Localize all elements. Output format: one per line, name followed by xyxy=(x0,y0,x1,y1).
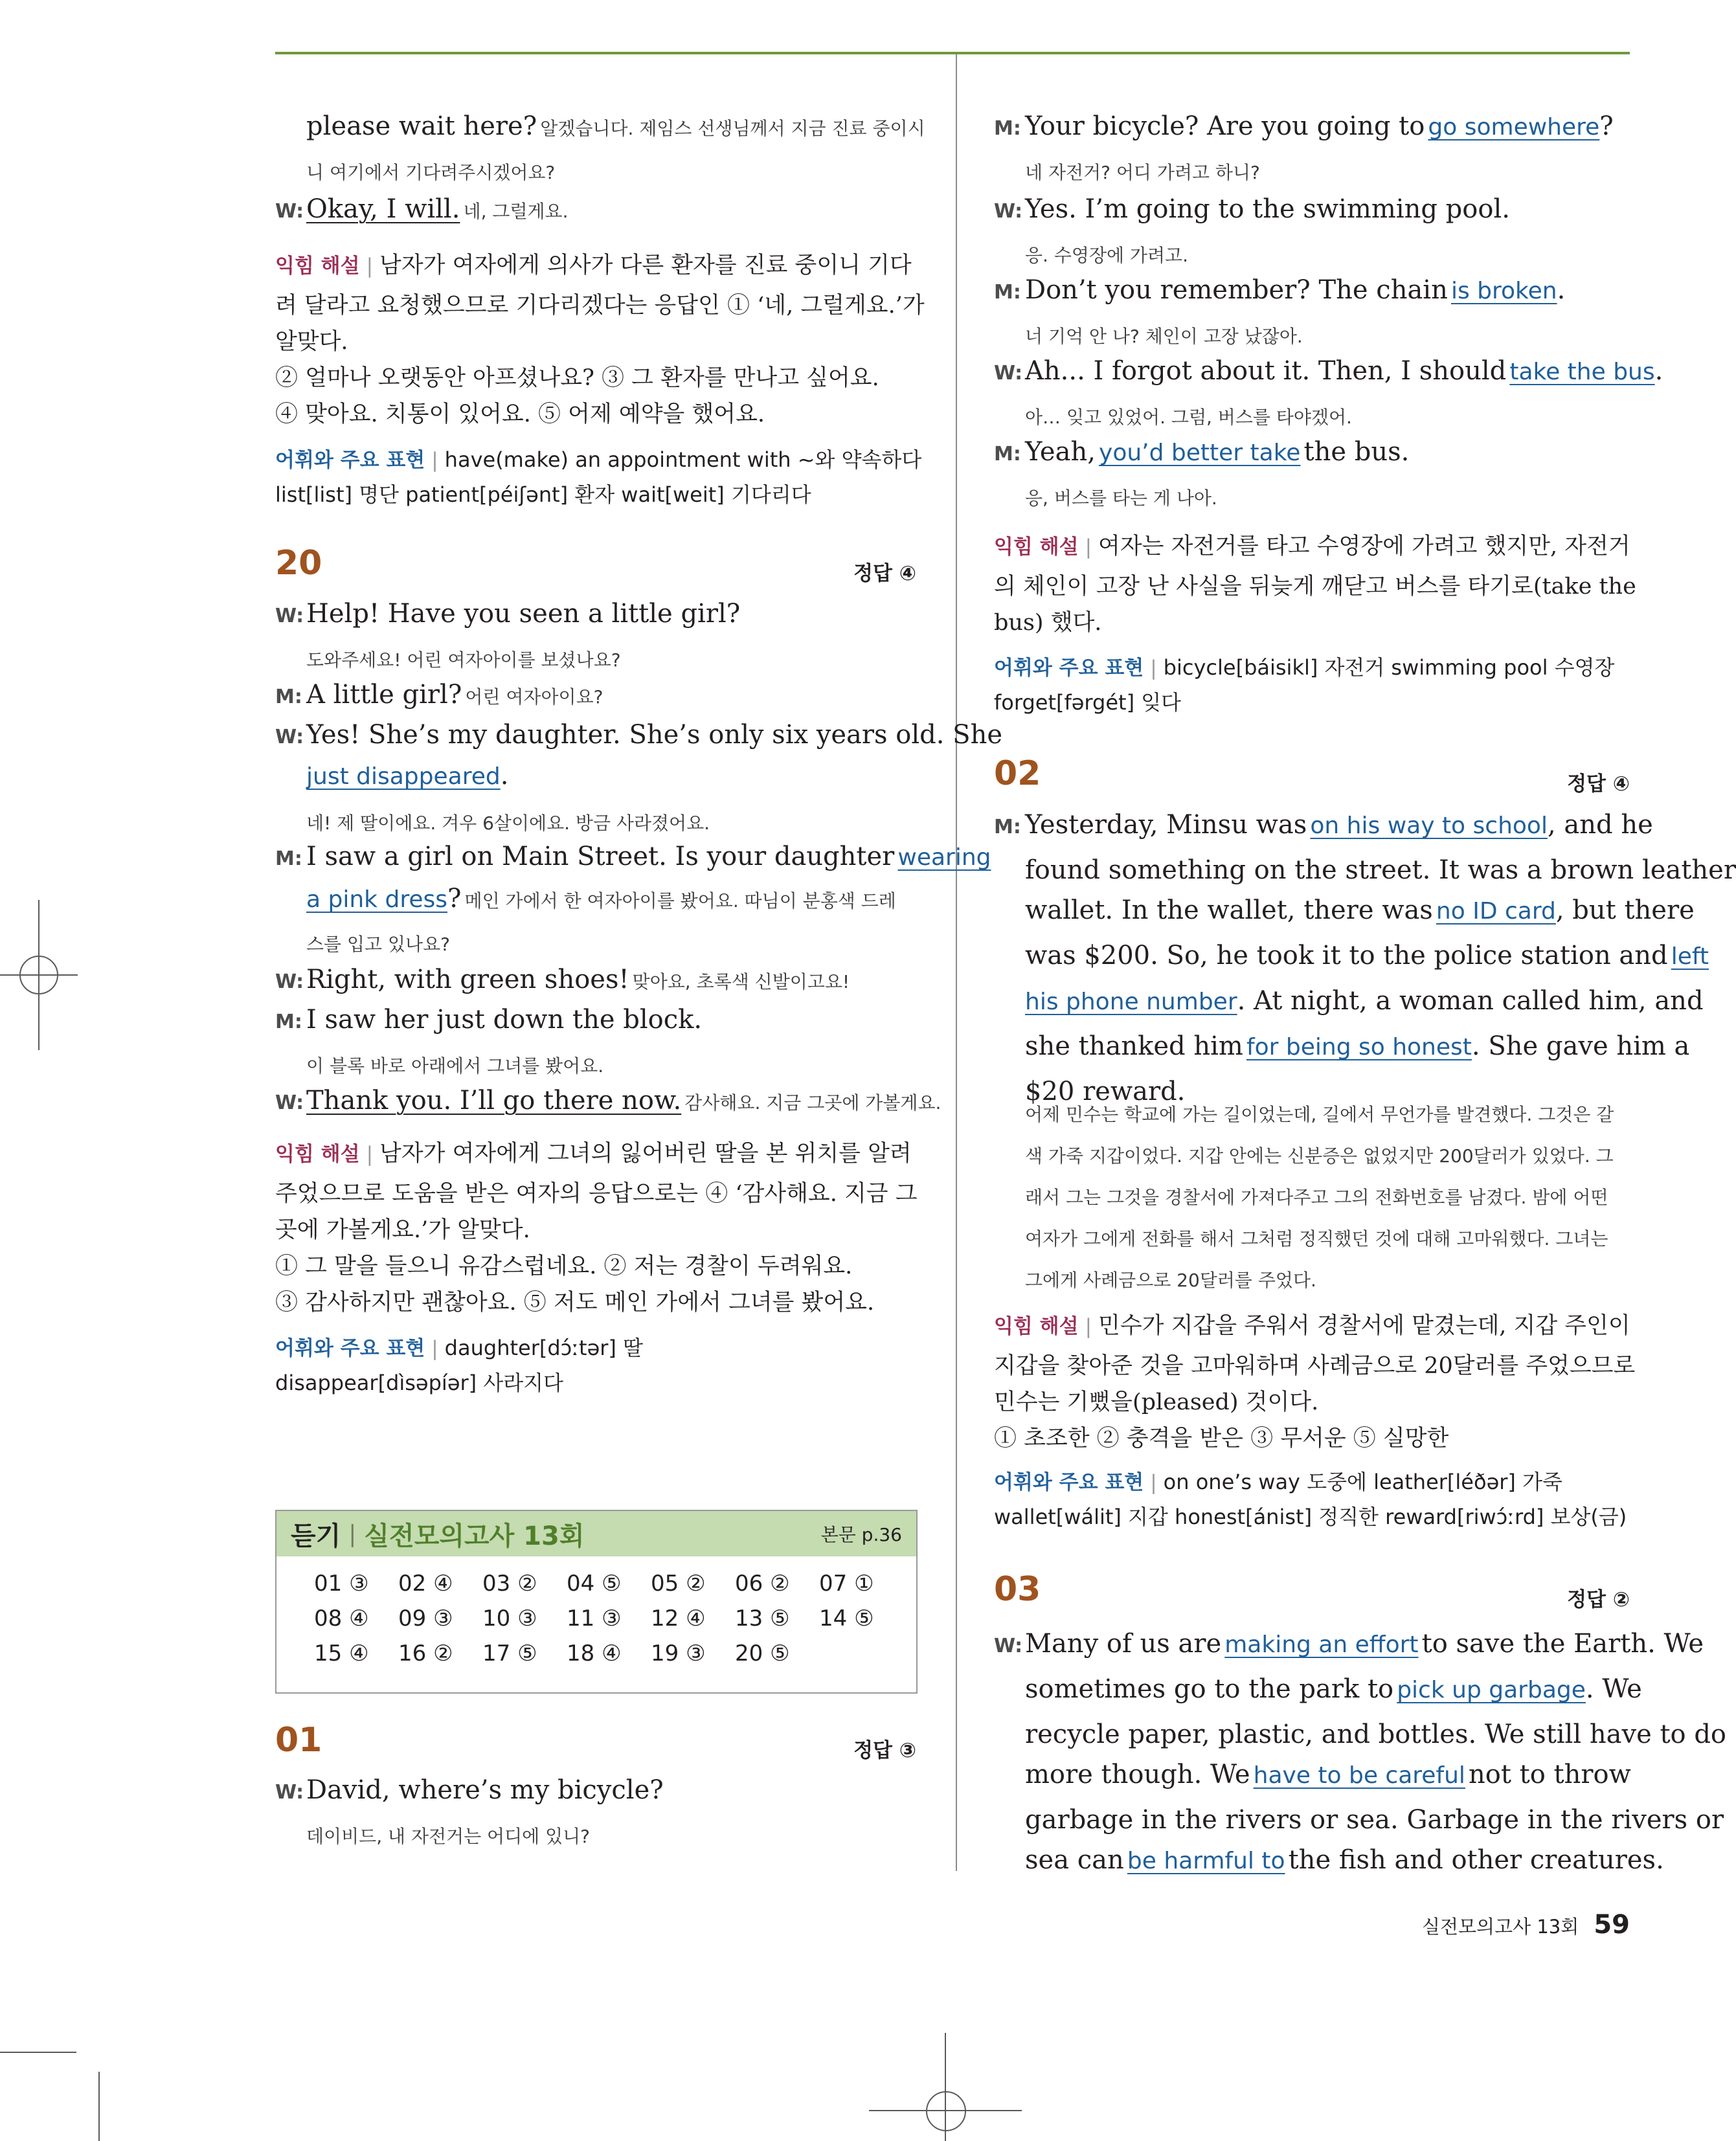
answer-label: 정답 ④ xyxy=(853,562,916,585)
dialogue-line: W:Thank you. I’ll go there now. 감사해요. 지금 그곳에 가볼게요. xyxy=(275,1086,941,1115)
answer-key-item: 05 ② xyxy=(651,1571,706,1597)
vocabulary-02: 어휘와 주요 표현 | on one’s way 도중에 leather[léðər] 가죽 wallet[wálit] 지갑 honest[ánist] 정직한 reward[riwɔ́ːrd] 보상(금) xyxy=(994,1470,1627,1529)
dialogue-line: M: Don’t you remember? The chain is broken. xyxy=(994,275,1566,305)
answer-key-item: 20 ⑤ xyxy=(735,1641,790,1666)
answer-key-item: 08 ④ xyxy=(314,1606,369,1631)
explanation-19: 익힘 해설 | 남자가 여자에게 의사가 다른 환자를 진료 중이니 기다 려 달라고 요청했으므로 기다리겠다는 응답인 ① ‘네, 그럴게요.’가 알맞다. ② 얼마나 오랫동안 아프셨나요? ③ 그 환자를 만나고 싶어요. ④ 맞아요. 치통이 있어요. ⑤ 어제 예약을 했어요. xyxy=(275,252,925,427)
answer-key-item: 11 ③ xyxy=(567,1606,622,1631)
question-number: 03 xyxy=(994,1570,1041,1609)
dialogue-line: W:Okay, I will. 네, 그럴게요. xyxy=(275,194,569,224)
monologue-03: W:Many of us are making an effort to save the Earth. We sometimes go to the park to pick up garbage. We recycle paper, plastic, and bottles. We still have to do more though. We have to be careful not to throw garbage in the rivers or sea. Garbage in the rivers or sea can be harmful to the fish and other creatures. xyxy=(994,1629,1727,1875)
answer-key-item: 14 ⑤ xyxy=(819,1606,874,1631)
answer-key-item: 03 ② xyxy=(482,1571,537,1597)
question-number: 01 xyxy=(275,1721,322,1760)
answer-key-item: 01 ③ xyxy=(314,1571,369,1597)
dialogue-line: W:Right, with green shoes! 맞아요, 초록색 신발이고요! xyxy=(275,965,850,994)
answer-key-item: 12 ④ xyxy=(651,1606,706,1631)
top-rule xyxy=(275,52,1630,54)
registration-mark-bottom xyxy=(926,2091,966,2131)
answer-key-item: 18 ④ xyxy=(567,1641,622,1666)
explanation-02: 익힘 해설 | 민수가 지갑을 주워서 경찰서에 맡겼는데, 지갑 주인이 지갑을 찾아준 것을 고마워하며 사례금으로 20달러를 주었으므로 민수는 기뻤을(pleased) 것이다. ① 초조한 ② 충격을 받은 ③ 무서운 ⑤ 실망한 xyxy=(994,1313,1636,1452)
translation: 데이비드, 내 자전거는 어디에 있니? xyxy=(306,1826,591,1847)
answer-key-title-main: 듣기 xyxy=(291,1521,341,1551)
answer-label: 정답 ④ xyxy=(1567,772,1630,796)
page-number: 59 xyxy=(1594,1910,1630,1940)
explanation-01: 익힘 해설 | 여자는 자전거를 타고 수영장에 가려고 했지만, 자전거 의 체인이 고장 난 사실을 뒤늦게 깨닫고 버스를 타기로(take the bus) 했다. xyxy=(994,533,1636,636)
translation: 네 자전거? 어디 가려고 하니? xyxy=(1025,162,1260,183)
translation: 응. 수영장에 가려고. xyxy=(1025,245,1188,266)
translation-02: 어제 민수는 학교에 가는 길이었는데, 길에서 무언가를 발견했다. 그것은 갈 색 가죽 지갑이었다. 지갑 안에는 신분증은 없었지만 200달러가 있었다. 그 래서 그는 그것을 경찰서에 가져다주고 그의 전화번호를 남겼다. 밤에 어떤 여자가 그에게 전화를 해서 그처럼 정직했던 것에 대해 고마워했다. 그녀는 그에게 사례금으로 20달러를 주었다. xyxy=(1025,1104,1614,1291)
translation: 네! 제 딸이에요. 겨우 6살이에요. 방금 사라졌어요. xyxy=(306,813,710,834)
dialogue-line: W:Ah... I forgot about it. Then, I should take the bus. xyxy=(994,356,1663,386)
answer-key-item: 10 ③ xyxy=(482,1606,537,1631)
dialogue-line: M: I saw a girl on Main Street. Is your daughter wearing xyxy=(275,842,991,871)
dialogue-line: W:Yes! She’s my daughter. She’s only six years old. She xyxy=(275,720,1002,750)
answer-key-item: 15 ④ xyxy=(314,1641,369,1666)
answer-key-item: 06 ② xyxy=(735,1571,790,1597)
translation: 아… 잊고 있었어. 그럼, 버스를 타야겠어. xyxy=(1025,407,1352,428)
answer-key-title: 실전모의고사 13회 xyxy=(364,1521,585,1551)
question-number: 02 xyxy=(994,754,1041,793)
answer-key-page: 본문 p.36 xyxy=(820,1524,902,1545)
translation: 너 기억 안 나? 체인이 고장 났잖아. xyxy=(1025,326,1303,347)
answer-key-item: 13 ⑤ xyxy=(735,1606,790,1631)
answer-key-grid xyxy=(276,1556,916,1666)
dialogue-line: W:Yes. I’m going to the swimming pool. xyxy=(994,194,1510,224)
vocabulary-20: 어휘와 주요 표현 | daughter[dɔ́ːtər] 딸 disappear[dìsəpíər] 사라지다 xyxy=(275,1336,643,1395)
crop-mark-corner-h xyxy=(0,2052,76,2053)
dialogue-line: M: Yeah, you’d better take the bus. xyxy=(994,437,1410,467)
answer-key-item: 16 ② xyxy=(398,1641,453,1666)
translation: 니 여기에서 기다려주시겠어요? xyxy=(306,162,556,183)
answer-key-item: 02 ④ xyxy=(398,1571,453,1597)
monologue-02: M: Yesterday, Minsu was on his way to school, and he found something on the street. It was a brown leather wallet. In the wallet, there was no ID card, but there was $200. So, he took it to the police station and left his phone number. At night, a woman called him, and she thanked him for being so honest. She gave him a $20 reward. xyxy=(994,810,1736,1106)
dialogue-line: W:Help! Have you seen a little girl? xyxy=(275,599,741,629)
dialogue-line: W:David, where’s my bicycle? xyxy=(275,1775,664,1805)
vocabulary-01: 어휘와 주요 표현 | bicycle[báisikl] 자전거 swimming pool 수영장 forget[fərgét] 잊다 xyxy=(994,655,1615,715)
dialogue-line: please wait here? 알겠습니다. 제임스 선생님께서 지금 진료 중이시 xyxy=(306,111,925,141)
answer-key-item: 19 ③ xyxy=(651,1641,706,1666)
footer-title: 실전모의고사 13회 xyxy=(1422,1916,1579,1938)
page-footer xyxy=(1422,1910,1630,1940)
translation: 스를 입고 있나요? xyxy=(306,934,450,955)
vocabulary-19: 어휘와 주요 표현 | have(make) an appointment with ~와 약속하다 list[list] 명단 patient[péiʃənt] 환자 wait[weit] 기다리다 xyxy=(275,447,922,507)
question-number: 20 xyxy=(275,544,322,583)
registration-mark-left xyxy=(19,956,58,994)
translation: 응, 버스를 타는 게 나아. xyxy=(1025,488,1217,509)
answer-label: 정답 ② xyxy=(1567,1588,1630,1611)
dialogue-line: M: I saw her just down the block. xyxy=(275,1005,703,1035)
answer-key-item: 09 ③ xyxy=(398,1606,453,1631)
answer-key-box xyxy=(275,1510,918,1694)
dialogue-line: just disappeared. xyxy=(306,761,509,790)
answer-key-header: 듣기 | 실전모의고사 13회 본문 p.36 xyxy=(276,1511,916,1556)
translation: 도와주세요! 어린 여자아이를 보셨나요? xyxy=(306,649,621,671)
dialogue-line: a pink dress? 메인 가에서 한 여자아이를 봤어요. 따님이 분홍색 드레 xyxy=(306,884,896,914)
dialogue-line: M: A little girl? 어린 여자아이요? xyxy=(275,680,603,710)
answer-label: 정답 ③ xyxy=(853,1739,916,1762)
answer-key-item: 17 ⑤ xyxy=(482,1641,537,1666)
translation: 이 블록 바로 아래에서 그녀를 봤어요. xyxy=(306,1055,604,1077)
answer-key-item: 04 ⑤ xyxy=(567,1571,622,1597)
explanation-20: 익힘 해설 | 남자가 여자에게 그녀의 잃어버린 딸을 본 위치를 알려 주었으므로 도움을 받은 여자의 응답으로는 ④ ‘감사해요. 지금 그 곳에 가볼게요.’가 알맞다. ① 그 말을 들으니 유감스럽네요. ② 저는 경찰이 두려워요. ③ 감사하지만 괜찮아요. ⑤ 저도 메인 가에서 그녀를 봤어요. xyxy=(275,1141,918,1316)
column-divider xyxy=(956,54,957,1871)
dialogue-line: M: Your bicycle? Are you going to go somewhere? xyxy=(994,111,1614,141)
crop-mark-corner-v xyxy=(98,2072,100,2141)
answer-key-item: 07 ① xyxy=(819,1571,874,1597)
